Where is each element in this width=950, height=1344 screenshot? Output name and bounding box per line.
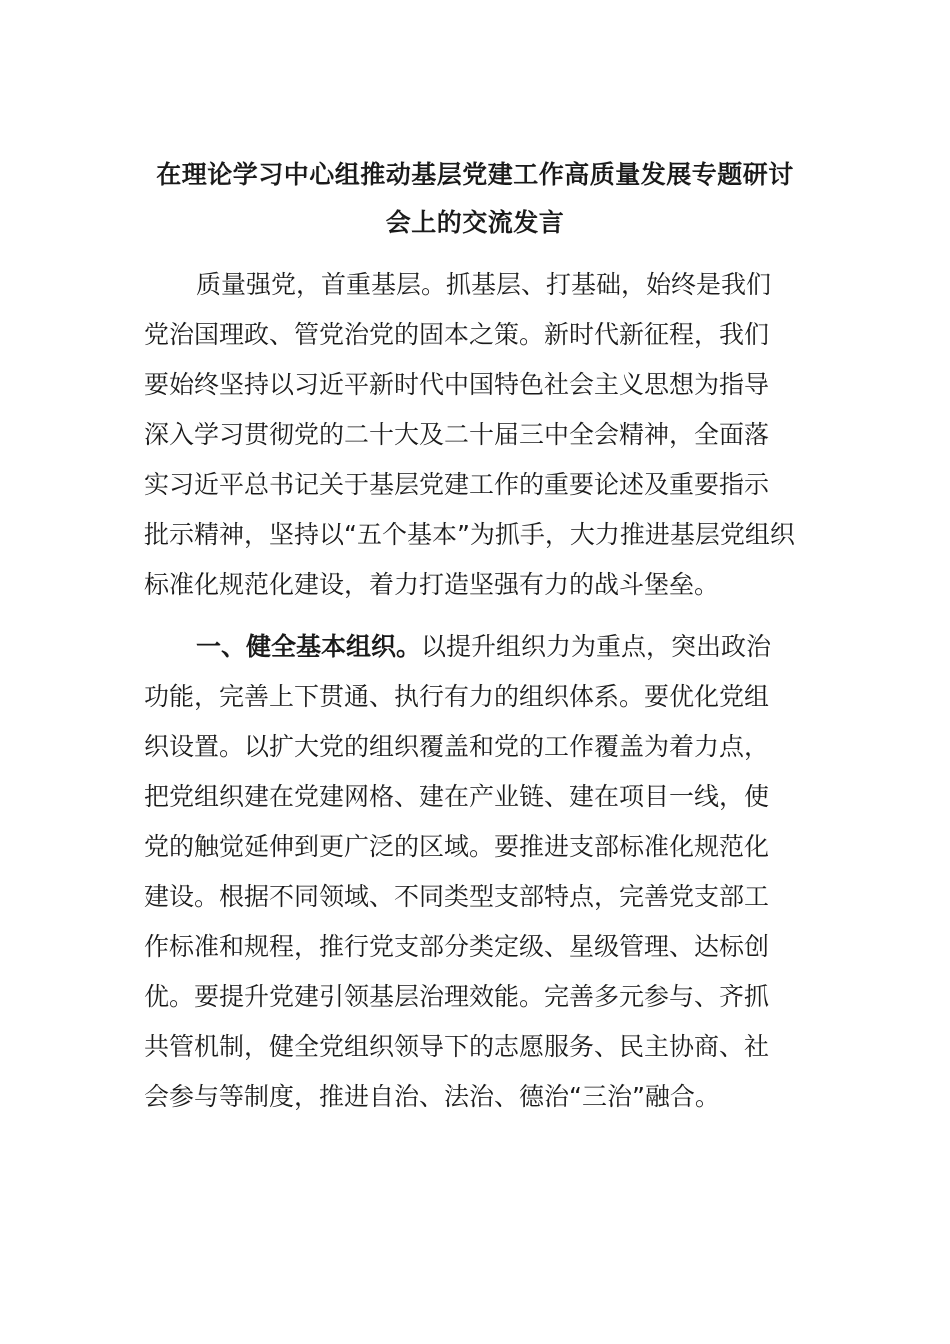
- paragraph-line: 标准化规范化建设，着力打造坚强有力的战斗堡垒。: [144, 570, 720, 599]
- paragraph-line: 深入学习贯彻党的二十大及二十届三中全会精神，全面落: [144, 420, 770, 449]
- section-heading: 一、健全基本组织。: [196, 632, 422, 661]
- section-first-line-text: 以提升组织力为重点，突出政治: [421, 632, 772, 661]
- paragraph-line: 要始终坚持以习近平新时代中国特色社会主义思想为指导: [144, 370, 770, 399]
- document-title-line-2: 会上的交流发言: [385, 208, 565, 237]
- paragraph-line: 织设置。以扩大党的组织覆盖和党的工作覆盖为着力点，: [144, 732, 770, 761]
- paragraph-intro: [144, 260, 808, 610]
- paragraph-line: 批示精神，坚持以“五个基本”为抓手，大力推进基层党组织: [144, 520, 795, 549]
- paragraph-line: 会参与等制度，推进自治、法治、德治“三治”融合。: [144, 1082, 720, 1111]
- paragraph-line: 共管机制，健全党组织领导下的志愿服务、民主协商、社: [144, 1032, 770, 1061]
- paragraph-line: [144, 622, 808, 672]
- paragraph-line: 作标准和规程，推行党支部分类定级、星级管理、达标创: [144, 932, 770, 961]
- paragraph-line: 把党组织建在党建网格、建在产业链、建在项目一线，使: [144, 782, 770, 811]
- paragraph-line: 党治国理政、管党治党的固本之策。新时代新征程，我们: [144, 320, 770, 349]
- document-title-line-1: 在理论学习中心组推动基层党建工作高质量发展专题研讨: [156, 160, 794, 189]
- paragraph-line: 质量强党，首重基层。抓基层、打基础，始终是我们: [196, 270, 772, 299]
- paragraph-line: 功能，完善上下贯通、执行有力的组织体系。要优化党组: [144, 682, 770, 711]
- paragraph-line: 建设。根据不同领域、不同类型支部特点，完善党支部工: [144, 882, 770, 911]
- paragraph-section-one: [144, 622, 808, 1122]
- paragraph-line: 党的触觉延伸到更广泛的区域。要推进支部标准化规范化: [144, 832, 770, 861]
- paragraph-line: 优。要提升党建引领基层治理效能。完善多元参与、齐抓: [144, 982, 770, 1011]
- paragraph-line: 实习近平总书记关于基层党建工作的重要论述及重要指示: [144, 470, 770, 499]
